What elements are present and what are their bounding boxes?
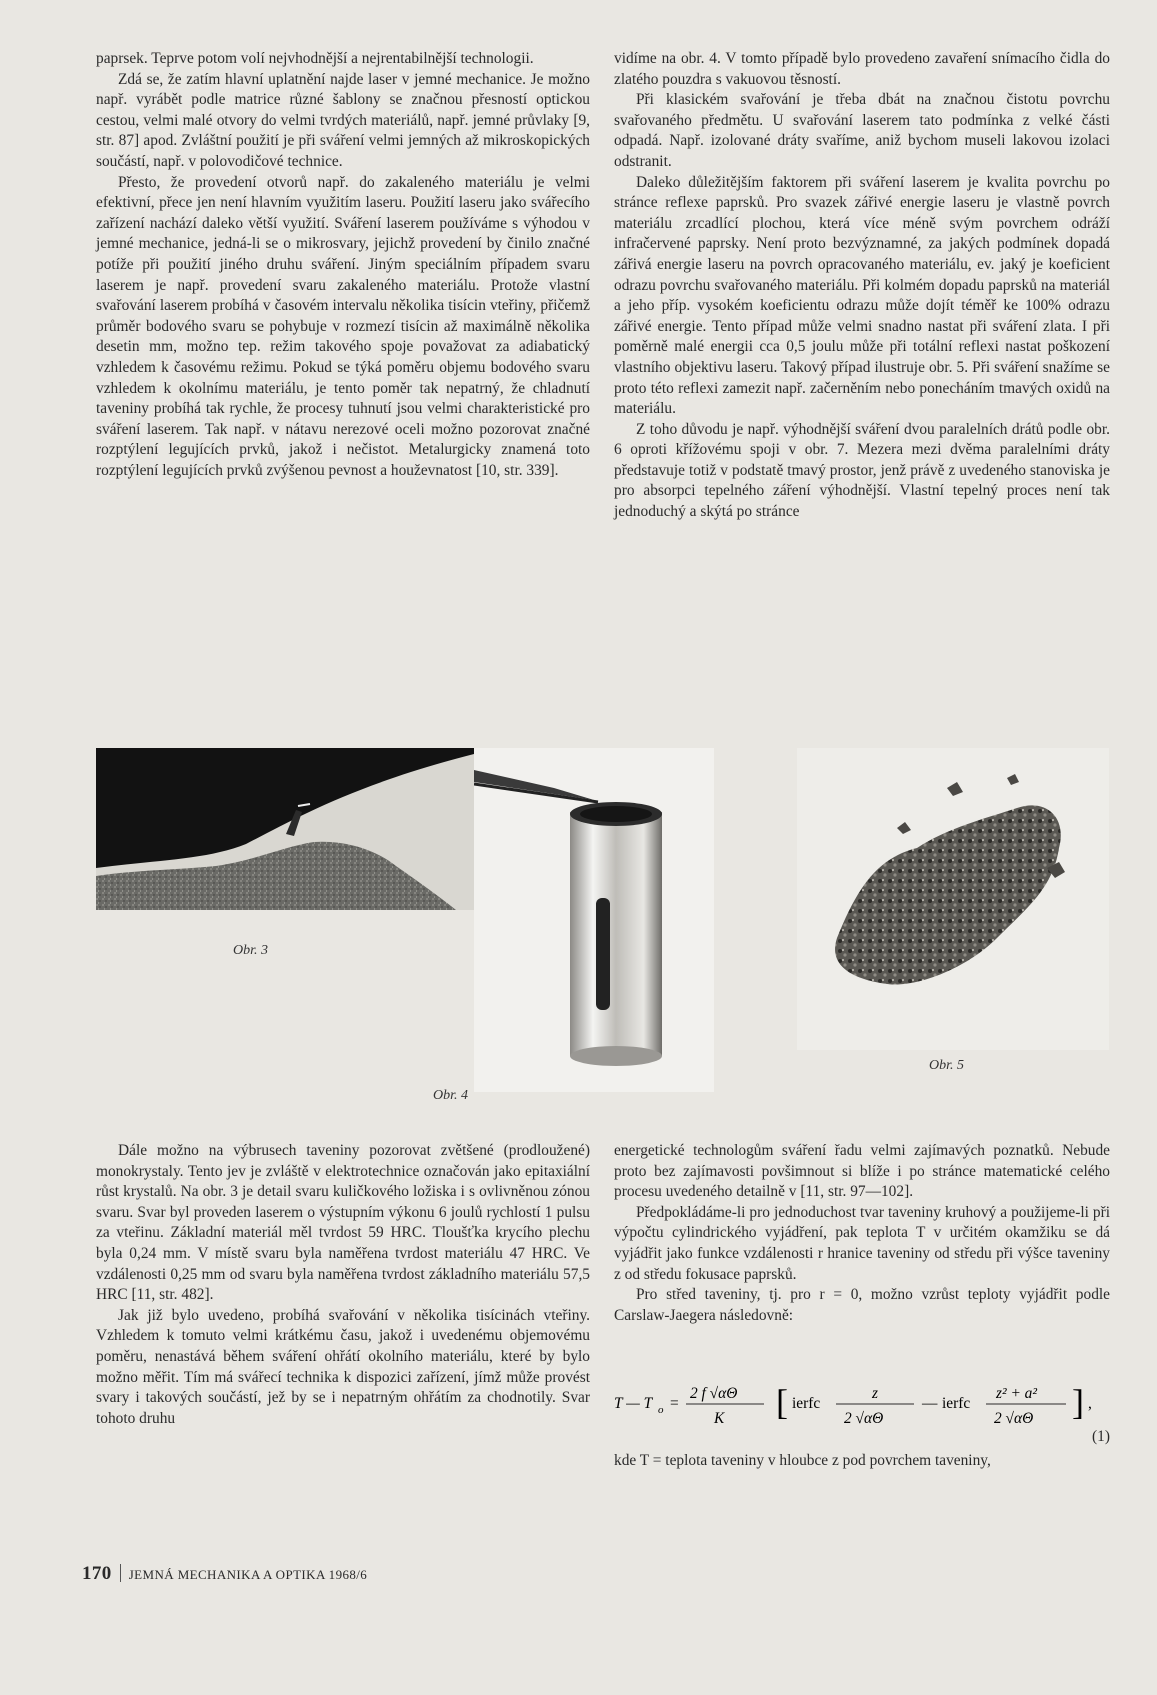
eq-arg1-den: 2 √αΘ <box>844 1410 884 1427</box>
equation-number: (1) <box>1092 1428 1110 1445</box>
column-top-right <box>614 49 1110 523</box>
eq-arg2-den: 2 √αΘ <box>994 1410 1034 1427</box>
figure-4-image <box>474 748 714 1092</box>
eq-equals: = <box>670 1395 679 1412</box>
paragraph: Pro střed taveniny, tj. pro r = 0, možno vzrůst teploty vyjádřit podle Carslaw-Jaegera následovně: <box>614 1286 1110 1324</box>
eq-comma: , <box>1088 1395 1092 1412</box>
paragraph: vidíme na obr. 4. V tomto případě bylo provedeno zavaření snímacího čidla do zlatého pouzdra s vakuovou těsností. <box>614 50 1110 88</box>
page-footer <box>82 1563 367 1585</box>
eq-arg1-num: z <box>872 1385 878 1402</box>
figure-5-photo <box>797 748 1109 1050</box>
eq-lhs: T — T <box>614 1395 653 1412</box>
column-bottom-left <box>96 1141 590 1429</box>
eq-frac-num: 2 f √αΘ <box>690 1385 738 1402</box>
figure-4-photo <box>474 748 714 1092</box>
where-line: kde T = teplota taveniny v hloubce z pod povrchem taveniny, <box>614 1452 991 1469</box>
eq-ierfc-1: ierfc <box>792 1395 821 1412</box>
eq-ierfc-2: ierfc <box>942 1395 971 1412</box>
equation-1-formula <box>614 1378 1110 1450</box>
equation-1 <box>614 1378 1110 1450</box>
figure-5-caption: Obr. 5 <box>929 1058 965 1073</box>
eq-lhs-sub: o <box>658 1404 664 1416</box>
column-top-left <box>96 49 590 481</box>
paragraph: Z toho důvodu je např. výhodnější sváření dvou paralelních drátů podle obr. 6 oproti křížovému spoji v obr. 7. Mezera mezi dvěma paralelními dráty představuje totiž v podstatě tmavý prostor, jenž právě z uvedeného stanoviska je pro absorpci tepelného záření výhodnější. Vlastní tepelný proces není tak jednoduchý a skýtá po stránce <box>614 420 1110 521</box>
paragraph: Dále možno na výbrusech taveniny pozorovat zvětšené (prodloužené) monokrystaly. Tento jev je zvláště v elektrotechnice označován jako epitaxiální růst krystalů. Na obr. 3 je detail svaru kuličkového ložiska i s ovlivněnou zónou svaru. Svar byl proveden laserem o výstupním výkonu 6 joulů rychlostí 1 pulsu za vteřinu. Základní materiál měl tvrdost 59 HRC. Tloušťka krycího plechu byla 0,24 mm. V místě svaru byla naměřena tvrdost materiálu 47 HRC. Ve vzdálenosti 0,25 mm od svaru byla naměřena tvrdost základního materiálu 57,5 HRC [11, str. 482]. <box>96 1142 590 1304</box>
figure-3-image <box>96 748 474 910</box>
figure-4-caption: Obr. 4 <box>433 1088 469 1103</box>
paragraph: Při klasickém svařování je třeba dbát na značnou čistotu povrchu svařovaného předmětu. U svařování laserem tato podmínka z velké části odpadá. Např. izolované dráty svaříme, aniž bychom museli lakovou izolaci odstranit. <box>614 91 1110 170</box>
paragraph: Předpokládáme-li pro jednoduchost tvar taveniny kruhový a použijeme-li při výpočtu cylindrického vyjádření, pak teplota T v určitém okamžiku se dá vyjádřit jako funkce vzdálenosti r hranice taveniny od středu při výšce taveniny z od středu fokusace paprsků. <box>614 1203 1110 1283</box>
eq-bracket-open: [ <box>776 1382 788 1422</box>
paragraph: Zdá se, že zatím hlavní uplatnění najde laser v jemné mechanice. Je možno např. vyrábět podle matrice různé šablony se značnou přesností optickou cestou, velmi malé otvory do velmi tvrdých materiálů, např. jemné průvlaky [9, str. 87] apod. Zvláštní použití je při sváření velmi jemných až mikroskopických součástí, např. v polovodičové technice. <box>96 70 590 170</box>
figure-5-image <box>797 748 1109 1050</box>
footer-separator <box>120 1564 121 1582</box>
figure-3-photo <box>96 748 474 910</box>
paragraph: energetické technologům sváření řadu velmi zajímavých poznatků. Nebude proto bez zajímavosti povšimnout si blíže i po stránce matematické celého procesu uvedeného detailně v [11, str. 97—102]. <box>614 1142 1110 1201</box>
eq-bracket-close: ] <box>1072 1382 1084 1422</box>
column-bottom-right <box>614 1141 1110 1326</box>
paragraph: paprsek. Teprve potom volí nejvhodnější a nejrentabilnější technologii. <box>96 50 534 67</box>
figure-3-caption: Obr. 3 <box>233 943 269 958</box>
eq-minus: — <box>922 1395 938 1412</box>
paragraph: Přesto, že provedení otvorů např. do zakaleného materiálu je velmi efektivní, přece jen není hlavním využitím laseru. Použití laseru jako svářecího zařízení nachází daleko větší využití. Sváření laserem používáme s výhodou v jemné mechanice, jedná-li se o mikrosvary, jejichž provedení by činilo značné potíže při použití jiného druhu sváření. Jiným speciálním případem svaru laserem je např. provedení svaru zakaleného materiálu. Protože vlastní svařování laserem probíhá v časovém intervalu několika tisícin vteřiny, přičemž průměr bodového svaru se pohybuje v rozmezí tisícin až maximálně několika desetin mm, možno tep. režim takového spoje považovat za adiabatický vzhledem k časovému režimu. Pokud se týká poměru objemu bodového svaru vzhledem k okolnímu materiálu, je tento poměr tak nepatrný, že chladnutí taveniny probíhá tak rychle, že procesy tuhnutí jsou velmi charakteristické pro sváření laserem. Tak např. v nátavu nerezové oceli možno pozorovat značné rozptýlení legujících prvků, jakož i nečistot. Metalurgicky znamená toto rozptýlení legujících prvků zvýšenou pevnost a houževnatost [10, str. 339]. <box>96 173 590 479</box>
paragraph: Jak již bylo uvedeno, probíhá svařování v několika tisícinách vteřiny. Vzhledem k tomuto velmi krátkému času, jakož i uvedenému objemovému poměru, nenastává během sváření ohřátí okolního materiálu, které by bylo možno měřit. Tím má svářecí technika k dispozici zařízení, jímž může provést svary i takových součástí, jež by se i nepatrným ohřátím za chodnotily. Svar tohoto druhu <box>96 1306 590 1427</box>
page-number: 170 <box>82 1563 112 1584</box>
journal-name: JEMNÁ MECHANIKA A OPTIKA 1968/6 <box>128 1567 368 1582</box>
eq-frac-den: K <box>714 1410 725 1427</box>
paragraph: Daleko důležitějším faktorem při sváření laserem je kvalita povrchu po stránce reflexe paprsků. Pro svazek zářivé energie laseru je vlastně povrch materiálu zrcadlící plochou, která více méně svým povrchem odráží infračervené paprsky. Není proto bezvýznamné, za jakých podmínek dopadá zářivá energie laseru na povrch opracovaného materiálu, ev. jaký je koeficient odrazu povrchu svařovaného materiálu. Při kolmém dopadu paprsků na materiál a jeho příp. vysokém koeficientu odrazu může dojít téměř ke 100% odrazu zářivé energie. Tento případ může velmi snadno nastat při sváření zlata. I při poměrně malé energii cca 0,5 joulu může při totální reflexi nastat poškození vlastního objektivu laseru. Takový případ ilustruje obr. 5. Při sváření snažíme se proto této reflexi zamezit např. začerněním nebo ponecháním tmavých oxidů na materiálu. <box>614 173 1110 418</box>
where-clause <box>614 1451 1110 1472</box>
eq-arg2-num: z² + a² <box>996 1385 1037 1402</box>
